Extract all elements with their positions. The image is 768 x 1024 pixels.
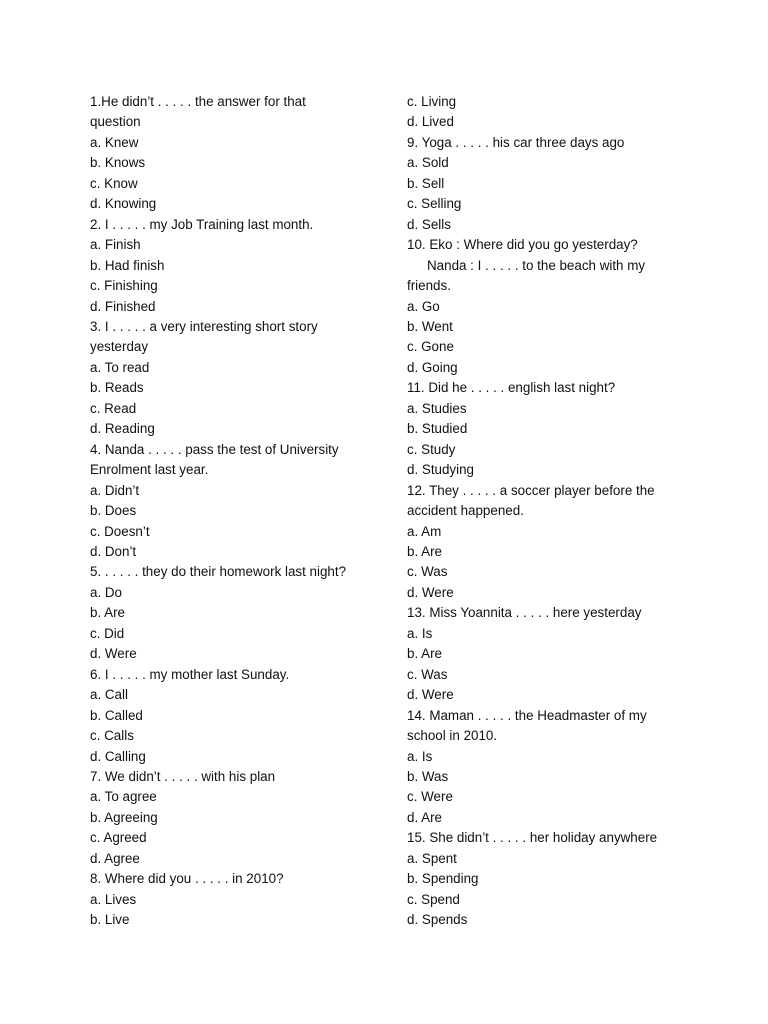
answer-option: d. Were bbox=[407, 584, 454, 600]
answer-option: c. Read bbox=[90, 400, 137, 416]
answer-option: b. Sell bbox=[407, 175, 445, 191]
answer-option: a. Finish bbox=[90, 237, 141, 253]
question-text: 11. Did he . . . . . english last night? bbox=[407, 380, 616, 396]
answer-option: c. Gone bbox=[407, 339, 454, 355]
question-text: 14. Maman . . . . . the Headmaster of my bbox=[407, 707, 647, 723]
answer-option: c. Was bbox=[407, 666, 448, 682]
question-text: 12. They . . . . . a soccer player before the bbox=[407, 482, 655, 498]
question-text: 3. I . . . . . a very interesting short story bbox=[90, 318, 318, 334]
answer-option: a. Knew bbox=[90, 134, 139, 150]
answer-option: a. Go bbox=[407, 298, 440, 314]
answer-option: c. Know bbox=[90, 175, 138, 191]
question-text: 4. Nanda . . . . . pass the test of University bbox=[90, 441, 339, 457]
answer-option: c. Finishing bbox=[90, 278, 158, 294]
answer-option: d. Going bbox=[407, 359, 458, 375]
answer-option: b. Are bbox=[407, 646, 442, 662]
answer-option: b. Are bbox=[90, 605, 125, 621]
question-text: 8. Where did you . . . . . in 2010? bbox=[90, 871, 284, 887]
answer-option: c. Spend bbox=[407, 891, 460, 907]
answer-option: a. Didn’t bbox=[90, 482, 140, 498]
question-text-continued: Enrolment last year. bbox=[90, 462, 209, 478]
question-text: 2. I . . . . . my Job Training last month. bbox=[90, 216, 314, 232]
question-text: 10. Eko : Where did you go yesterday? bbox=[407, 237, 638, 253]
question-text-continued: Nanda : I . . . . . to the beach with my bbox=[427, 257, 646, 273]
answer-option: d. Agree bbox=[90, 850, 140, 866]
answer-option: d. Don’t bbox=[90, 543, 137, 559]
answer-option: b. Was bbox=[407, 768, 449, 784]
right-question-column bbox=[407, 92, 682, 931]
answer-option: c. Doesn’t bbox=[90, 523, 150, 539]
answer-option: b. Went bbox=[407, 318, 453, 334]
answer-option: b. Are bbox=[407, 543, 442, 559]
answer-option: a. Is bbox=[407, 625, 433, 641]
answer-option: a. To agree bbox=[90, 789, 157, 805]
question-text: 7. We didn’t . . . . . with his plan bbox=[90, 768, 276, 784]
answer-option: d. Lived bbox=[407, 114, 454, 130]
answer-option: d. Sells bbox=[407, 216, 451, 232]
question-text-continued: yesterday bbox=[90, 339, 149, 355]
answer-option: a. To read bbox=[90, 359, 150, 375]
answer-option: b. Reads bbox=[90, 380, 144, 396]
answer-option: c. Agreed bbox=[90, 830, 147, 846]
answer-option: b. Does bbox=[90, 503, 137, 519]
answer-option: d. Were bbox=[407, 687, 454, 703]
answer-option: d. Were bbox=[90, 646, 137, 662]
question-text: 13. Miss Yoannita . . . . . here yesterday bbox=[407, 605, 642, 621]
answer-option: d. Finished bbox=[90, 298, 156, 314]
answer-option: a. Do bbox=[90, 584, 123, 600]
left-question-column bbox=[90, 92, 370, 931]
question-text-continued: friends. bbox=[407, 278, 451, 294]
answer-option: a. Sold bbox=[407, 155, 449, 171]
question-text-continued: question bbox=[90, 114, 141, 130]
question-text: 9. Yoga . . . . . his car three days ago bbox=[407, 134, 625, 150]
answer-option: a. Am bbox=[407, 523, 442, 539]
answer-option: a. Studies bbox=[407, 400, 467, 416]
answer-option: b. Agreeing bbox=[90, 809, 158, 825]
question-text: 6. I . . . . . my mother last Sunday. bbox=[90, 666, 290, 682]
answer-option: b. Called bbox=[90, 707, 143, 723]
answer-option: c. Calls bbox=[90, 728, 134, 744]
answer-option: d. Spends bbox=[407, 912, 468, 928]
answer-option: c. Were bbox=[407, 789, 453, 805]
answer-option: b. Live bbox=[90, 912, 130, 928]
answer-option: b. Studied bbox=[407, 421, 468, 437]
answer-option: c. Was bbox=[407, 564, 448, 580]
question-text-continued: school in 2010. bbox=[407, 728, 498, 744]
answer-option: c. Did bbox=[90, 625, 125, 641]
answer-option: b. Spending bbox=[407, 871, 479, 887]
answer-option: a. Is bbox=[407, 748, 433, 764]
question-text: 5. . . . . . they do their homework last night? bbox=[90, 564, 347, 580]
answer-option: b. Had finish bbox=[90, 257, 165, 273]
answer-option: c. Living bbox=[407, 94, 457, 109]
answer-option: d. Are bbox=[407, 809, 442, 825]
answer-option: a. Lives bbox=[90, 891, 137, 907]
answer-option: a. Call bbox=[90, 687, 128, 703]
answer-option: b. Knows bbox=[90, 155, 146, 171]
answer-option: c. Selling bbox=[407, 196, 462, 212]
answer-option: d. Knowing bbox=[90, 196, 157, 212]
answer-option: a. Spent bbox=[407, 850, 457, 866]
answer-option: d. Calling bbox=[90, 748, 146, 764]
answer-option: d. Studying bbox=[407, 462, 474, 478]
question-text-continued: accident happened. bbox=[407, 503, 524, 519]
answer-option: c. Study bbox=[407, 441, 456, 457]
question-text: 1.He didn’t . . . . . the answer for that bbox=[90, 94, 306, 109]
question-text: 15. She didn’t . . . . . her holiday anywhere bbox=[407, 830, 658, 846]
answer-option: d. Reading bbox=[90, 421, 155, 437]
